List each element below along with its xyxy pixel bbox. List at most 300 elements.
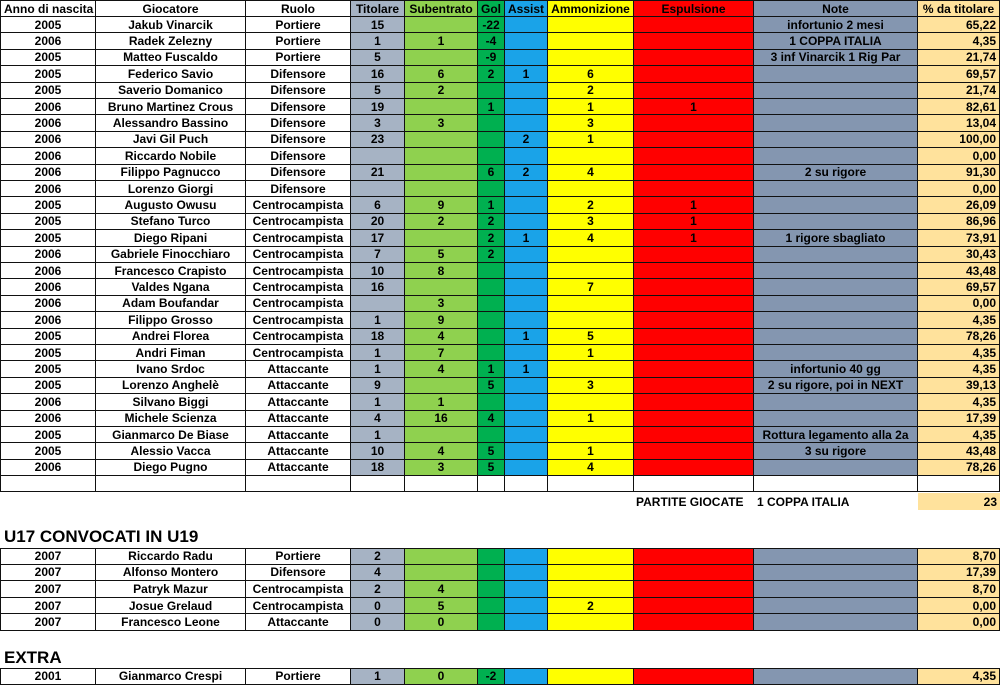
- cell-pct[interactable]: 4,35: [918, 427, 1000, 443]
- cell-gol[interactable]: 6: [478, 165, 505, 181]
- cell-anno[interactable]: 2006: [0, 411, 96, 427]
- cell-note[interactable]: [754, 132, 918, 148]
- cell-espulsione[interactable]: [634, 598, 754, 615]
- cell-espulsione[interactable]: [634, 247, 754, 263]
- cell-giocatore[interactable]: Andri Fiman: [96, 345, 246, 361]
- cell-subentrato[interactable]: 5: [405, 247, 478, 263]
- cell-pct[interactable]: 4,35: [918, 33, 1000, 49]
- cell-assist[interactable]: 1: [505, 361, 548, 377]
- cell-gol[interactable]: 5: [478, 378, 505, 394]
- cell-pct[interactable]: 0,00: [918, 181, 1000, 197]
- cell-ammonizione[interactable]: 1: [548, 411, 634, 427]
- cell-anno[interactable]: 2005: [0, 361, 96, 377]
- cell-assist[interactable]: [505, 565, 548, 582]
- cell-assist[interactable]: [505, 411, 548, 427]
- cell-titolare[interactable]: 16: [351, 66, 405, 82]
- cell-ammonizione[interactable]: 1: [548, 443, 634, 459]
- cell-subentrato[interactable]: 4: [405, 443, 478, 459]
- cell-subentrato[interactable]: 7: [405, 345, 478, 361]
- cell-subentrato[interactable]: [405, 548, 478, 565]
- cell-ruolo[interactable]: Difensore: [246, 132, 351, 148]
- cell-subentrato[interactable]: 2: [405, 214, 478, 230]
- cell-ammonizione[interactable]: [548, 33, 634, 49]
- cell-espulsione[interactable]: [634, 17, 754, 33]
- cell-espulsione[interactable]: 1: [634, 99, 754, 115]
- cell-pct[interactable]: 8,70: [918, 548, 1000, 565]
- cell-pct[interactable]: 4,35: [918, 361, 1000, 377]
- cell-ammonizione[interactable]: [548, 17, 634, 33]
- cell-ruolo[interactable]: Centrocampista: [246, 329, 351, 345]
- cell-titolare[interactable]: 1: [351, 312, 405, 328]
- cell-anno[interactable]: 2006: [0, 394, 96, 410]
- cell-anno[interactable]: 2005: [0, 50, 96, 66]
- cell-note[interactable]: [754, 668, 918, 685]
- cell-assist[interactable]: 1: [505, 66, 548, 82]
- spacer-cell[interactable]: [918, 476, 1000, 492]
- cell-titolare[interactable]: 3: [351, 115, 405, 131]
- cell-titolare[interactable]: 2: [351, 581, 405, 598]
- cell-titolare[interactable]: 6: [351, 197, 405, 213]
- cell-anno[interactable]: 2006: [0, 296, 96, 312]
- cell-ruolo[interactable]: Portiere: [246, 17, 351, 33]
- cell-assist[interactable]: [505, 33, 548, 49]
- cell-ruolo[interactable]: Difensore: [246, 148, 351, 164]
- cell-titolare[interactable]: 1: [351, 361, 405, 377]
- cell-giocatore[interactable]: Andrei Florea: [96, 329, 246, 345]
- cell-giocatore[interactable]: Lorenzo Anghelè: [96, 378, 246, 394]
- cell-assist[interactable]: [505, 598, 548, 615]
- cell-giocatore[interactable]: Gianmarco Crespi: [96, 668, 246, 685]
- cell-anno[interactable]: 2006: [0, 99, 96, 115]
- cell-pct[interactable]: 26,09: [918, 197, 1000, 213]
- cell-assist[interactable]: [505, 83, 548, 99]
- cell-ruolo[interactable]: Centrocampista: [246, 312, 351, 328]
- cell-pct[interactable]: 69,57: [918, 66, 1000, 82]
- cell-ruolo[interactable]: Difensore: [246, 83, 351, 99]
- cell-ammonizione[interactable]: 1: [548, 132, 634, 148]
- cell-espulsione[interactable]: [634, 668, 754, 685]
- cell-giocatore[interactable]: Francesco Crapisto: [96, 263, 246, 279]
- cell-ruolo[interactable]: Attaccante: [246, 427, 351, 443]
- cell-anno[interactable]: 2006: [0, 460, 96, 476]
- cell-ruolo[interactable]: Centrocampista: [246, 296, 351, 312]
- cell-titolare[interactable]: 10: [351, 263, 405, 279]
- cell-assist[interactable]: [505, 460, 548, 476]
- cell-giocatore[interactable]: Alfonso Montero: [96, 565, 246, 582]
- cell-ruolo[interactable]: Attaccante: [246, 443, 351, 459]
- cell-assist[interactable]: [505, 427, 548, 443]
- cell-espulsione[interactable]: 1: [634, 197, 754, 213]
- cell-subentrato[interactable]: 9: [405, 197, 478, 213]
- totals-value[interactable]: 23: [918, 493, 1000, 510]
- cell-espulsione[interactable]: [634, 115, 754, 131]
- cell-anno[interactable]: 2005: [0, 230, 96, 246]
- cell-giocatore[interactable]: Alessandro Bassino: [96, 115, 246, 131]
- cell-ammonizione[interactable]: 3: [548, 115, 634, 131]
- cell-assist[interactable]: [505, 296, 548, 312]
- cell-gol[interactable]: -2: [478, 668, 505, 685]
- cell-gol[interactable]: [478, 614, 505, 631]
- cell-assist[interactable]: [505, 115, 548, 131]
- cell-subentrato[interactable]: [405, 378, 478, 394]
- cell-anno[interactable]: 2005: [0, 329, 96, 345]
- cell-giocatore[interactable]: Diego Pugno: [96, 460, 246, 476]
- cell-pct[interactable]: 4,35: [918, 668, 1000, 685]
- cell-assist[interactable]: [505, 378, 548, 394]
- cell-espulsione[interactable]: [634, 614, 754, 631]
- cell-assist[interactable]: [505, 548, 548, 565]
- cell-anno[interactable]: 2006: [0, 148, 96, 164]
- cell-espulsione[interactable]: [634, 345, 754, 361]
- cell-titolare[interactable]: 4: [351, 565, 405, 582]
- cell-giocatore[interactable]: Augusto Owusu: [96, 197, 246, 213]
- cell-ruolo[interactable]: Attaccante: [246, 394, 351, 410]
- cell-espulsione[interactable]: [634, 378, 754, 394]
- cell-assist[interactable]: [505, 99, 548, 115]
- cell-ammonizione[interactable]: 2: [548, 598, 634, 615]
- cell-note[interactable]: [754, 99, 918, 115]
- cell-espulsione[interactable]: 1: [634, 214, 754, 230]
- cell-titolare[interactable]: 9: [351, 378, 405, 394]
- cell-note[interactable]: [754, 263, 918, 279]
- cell-note[interactable]: 3 inf Vinarcik 1 Rig Par: [754, 50, 918, 66]
- cell-espulsione[interactable]: [634, 132, 754, 148]
- cell-subentrato[interactable]: [405, 132, 478, 148]
- cell-giocatore[interactable]: Filippo Pagnucco: [96, 165, 246, 181]
- cell-espulsione[interactable]: [634, 411, 754, 427]
- spacer-cell[interactable]: [246, 476, 351, 492]
- cell-ammonizione[interactable]: 5: [548, 329, 634, 345]
- cell-note[interactable]: [754, 181, 918, 197]
- cell-gol[interactable]: [478, 296, 505, 312]
- cell-gol[interactable]: 1: [478, 361, 505, 377]
- cell-pct[interactable]: 78,26: [918, 460, 1000, 476]
- cell-titolare[interactable]: 19: [351, 99, 405, 115]
- cell-gol[interactable]: 2: [478, 247, 505, 263]
- cell-espulsione[interactable]: [634, 460, 754, 476]
- cell-ammonizione[interactable]: [548, 668, 634, 685]
- cell-assist[interactable]: [505, 614, 548, 631]
- cell-assist[interactable]: 1: [505, 230, 548, 246]
- cell-titolare[interactable]: 17: [351, 230, 405, 246]
- cell-pct[interactable]: 39,13: [918, 378, 1000, 394]
- cell-note[interactable]: infortunio 2 mesi: [754, 17, 918, 33]
- spacer-cell[interactable]: [505, 476, 548, 492]
- cell-giocatore[interactable]: Lorenzo Giorgi: [96, 181, 246, 197]
- cell-ammonizione[interactable]: [548, 581, 634, 598]
- cell-ruolo[interactable]: Difensore: [246, 565, 351, 582]
- cell-ammonizione[interactable]: 4: [548, 165, 634, 181]
- cell-ruolo[interactable]: Centrocampista: [246, 230, 351, 246]
- cell-note[interactable]: [754, 296, 918, 312]
- cell-gol[interactable]: [478, 181, 505, 197]
- cell-ruolo[interactable]: Portiere: [246, 50, 351, 66]
- cell-giocatore[interactable]: Riccardo Radu: [96, 548, 246, 565]
- cell-ruolo[interactable]: Difensore: [246, 66, 351, 82]
- cell-anno[interactable]: 2001: [0, 668, 96, 685]
- cell-ammonizione[interactable]: 4: [548, 230, 634, 246]
- cell-ruolo[interactable]: Portiere: [246, 548, 351, 565]
- cell-pct[interactable]: 4,35: [918, 312, 1000, 328]
- cell-ammonizione[interactable]: [548, 614, 634, 631]
- cell-ammonizione[interactable]: [548, 296, 634, 312]
- cell-pct[interactable]: 8,70: [918, 581, 1000, 598]
- cell-gol[interactable]: [478, 581, 505, 598]
- cell-note[interactable]: [754, 614, 918, 631]
- cell-titolare[interactable]: [351, 181, 405, 197]
- spacer-cell[interactable]: [634, 476, 754, 492]
- cell-espulsione[interactable]: [634, 312, 754, 328]
- cell-ruolo[interactable]: Attaccante: [246, 460, 351, 476]
- cell-giocatore[interactable]: Gabriele Finocchiaro: [96, 247, 246, 263]
- cell-giocatore[interactable]: Matteo Fuscaldo: [96, 50, 246, 66]
- cell-gol[interactable]: -9: [478, 50, 505, 66]
- cell-subentrato[interactable]: [405, 17, 478, 33]
- cell-ammonizione[interactable]: [548, 361, 634, 377]
- cell-anno[interactable]: 2007: [0, 548, 96, 565]
- cell-subentrato[interactable]: 2: [405, 83, 478, 99]
- cell-gol[interactable]: [478, 132, 505, 148]
- cell-assist[interactable]: [505, 279, 548, 295]
- cell-titolare[interactable]: 1: [351, 33, 405, 49]
- spacer-cell[interactable]: [351, 476, 405, 492]
- cell-gol[interactable]: 2: [478, 230, 505, 246]
- cell-ruolo[interactable]: Centrocampista: [246, 197, 351, 213]
- header-espulsione[interactable]: Espulsione: [634, 0, 754, 17]
- cell-gol[interactable]: -4: [478, 33, 505, 49]
- cell-giocatore[interactable]: Michele Scienza: [96, 411, 246, 427]
- header-subentrato[interactable]: Subentrato: [405, 0, 478, 17]
- cell-titolare[interactable]: 1: [351, 394, 405, 410]
- cell-note[interactable]: infortunio 40 gg: [754, 361, 918, 377]
- cell-gol[interactable]: 2: [478, 66, 505, 82]
- cell-anno[interactable]: 2006: [0, 132, 96, 148]
- cell-pct[interactable]: 0,00: [918, 598, 1000, 615]
- cell-espulsione[interactable]: [634, 427, 754, 443]
- spacer-cell[interactable]: [96, 476, 246, 492]
- header-anno[interactable]: Anno di nascita: [0, 0, 96, 17]
- cell-note[interactable]: [754, 460, 918, 476]
- cell-subentrato[interactable]: [405, 279, 478, 295]
- cell-note[interactable]: [754, 565, 918, 582]
- cell-gol[interactable]: 5: [478, 443, 505, 459]
- cell-subentrato[interactable]: 16: [405, 411, 478, 427]
- cell-titolare[interactable]: 10: [351, 443, 405, 459]
- cell-subentrato[interactable]: 5: [405, 598, 478, 615]
- cell-pct[interactable]: 4,35: [918, 394, 1000, 410]
- cell-subentrato[interactable]: 1: [405, 394, 478, 410]
- cell-anno[interactable]: 2006: [0, 263, 96, 279]
- cell-espulsione[interactable]: [634, 50, 754, 66]
- header-titolare[interactable]: Titolare: [351, 0, 405, 17]
- header-pct[interactable]: % da titolare: [918, 0, 1000, 17]
- cell-ruolo[interactable]: Centrocampista: [246, 214, 351, 230]
- cell-subentrato[interactable]: 3: [405, 296, 478, 312]
- cell-giocatore[interactable]: Patryk Mazur: [96, 581, 246, 598]
- cell-note[interactable]: [754, 548, 918, 565]
- cell-giocatore[interactable]: Silvano Biggi: [96, 394, 246, 410]
- spacer-cell[interactable]: [405, 476, 478, 492]
- cell-titolare[interactable]: 18: [351, 460, 405, 476]
- cell-pct[interactable]: 43,48: [918, 443, 1000, 459]
- cell-titolare[interactable]: 0: [351, 598, 405, 615]
- cell-gol[interactable]: [478, 115, 505, 131]
- cell-ammonizione[interactable]: 1: [548, 345, 634, 361]
- cell-ammonizione[interactable]: 7: [548, 279, 634, 295]
- header-ammonizione[interactable]: Ammonizione: [548, 0, 634, 17]
- cell-ammonizione[interactable]: [548, 565, 634, 582]
- spacer-cell[interactable]: [478, 476, 505, 492]
- cell-gol[interactable]: [478, 148, 505, 164]
- cell-gol[interactable]: [478, 565, 505, 582]
- cell-titolare[interactable]: 23: [351, 132, 405, 148]
- cell-note[interactable]: [754, 598, 918, 615]
- cell-gol[interactable]: -22: [478, 17, 505, 33]
- cell-ammonizione[interactable]: 1: [548, 99, 634, 115]
- cell-gol[interactable]: 4: [478, 411, 505, 427]
- cell-subentrato[interactable]: [405, 50, 478, 66]
- cell-note[interactable]: [754, 115, 918, 131]
- cell-gol[interactable]: [478, 83, 505, 99]
- cell-giocatore[interactable]: Stefano Turco: [96, 214, 246, 230]
- cell-gol[interactable]: 1: [478, 99, 505, 115]
- cell-subentrato[interactable]: 3: [405, 115, 478, 131]
- cell-ammonizione[interactable]: [548, 148, 634, 164]
- cell-pct[interactable]: 17,39: [918, 565, 1000, 582]
- cell-titolare[interactable]: 1: [351, 427, 405, 443]
- cell-pct[interactable]: 43,48: [918, 263, 1000, 279]
- header-gol[interactable]: Gol: [478, 0, 505, 17]
- cell-ammonizione[interactable]: 3: [548, 214, 634, 230]
- cell-gol[interactable]: [478, 279, 505, 295]
- cell-giocatore[interactable]: Federico Savio: [96, 66, 246, 82]
- cell-subentrato[interactable]: 3: [405, 460, 478, 476]
- cell-note[interactable]: 1 COPPA ITALIA: [754, 33, 918, 49]
- cell-pct[interactable]: 0,00: [918, 296, 1000, 312]
- cell-pct[interactable]: 86,96: [918, 214, 1000, 230]
- cell-giocatore[interactable]: Jakub Vinarcik: [96, 17, 246, 33]
- cell-note[interactable]: [754, 329, 918, 345]
- cell-pct[interactable]: 78,26: [918, 329, 1000, 345]
- cell-espulsione[interactable]: [634, 443, 754, 459]
- spacer-cell[interactable]: [754, 476, 918, 492]
- cell-subentrato[interactable]: 0: [405, 668, 478, 685]
- cell-pct[interactable]: 30,43: [918, 247, 1000, 263]
- cell-note[interactable]: [754, 279, 918, 295]
- cell-subentrato[interactable]: 6: [405, 66, 478, 82]
- cell-note[interactable]: [754, 312, 918, 328]
- cell-espulsione[interactable]: [634, 565, 754, 582]
- cell-assist[interactable]: 2: [505, 132, 548, 148]
- cell-assist[interactable]: [505, 668, 548, 685]
- cell-pct[interactable]: 73,91: [918, 230, 1000, 246]
- cell-anno[interactable]: 2006: [0, 165, 96, 181]
- cell-pct[interactable]: 0,00: [918, 614, 1000, 631]
- cell-titolare[interactable]: 1: [351, 345, 405, 361]
- cell-ruolo[interactable]: Centrocampista: [246, 263, 351, 279]
- cell-anno[interactable]: 2005: [0, 17, 96, 33]
- cell-assist[interactable]: [505, 214, 548, 230]
- cell-assist[interactable]: [505, 181, 548, 197]
- cell-assist[interactable]: [505, 247, 548, 263]
- cell-espulsione[interactable]: [634, 181, 754, 197]
- cell-anno[interactable]: 2005: [0, 66, 96, 82]
- cell-titolare[interactable]: 1: [351, 668, 405, 685]
- cell-pct[interactable]: 13,04: [918, 115, 1000, 131]
- cell-ammonizione[interactable]: [548, 312, 634, 328]
- cell-ruolo[interactable]: Attaccante: [246, 361, 351, 377]
- cell-assist[interactable]: [505, 17, 548, 33]
- cell-giocatore[interactable]: Francesco Leone: [96, 614, 246, 631]
- cell-ruolo[interactable]: Centrocampista: [246, 581, 351, 598]
- cell-pct[interactable]: 69,57: [918, 279, 1000, 295]
- cell-note[interactable]: [754, 411, 918, 427]
- cell-note[interactable]: [754, 247, 918, 263]
- cell-anno[interactable]: 2006: [0, 181, 96, 197]
- cell-subentrato[interactable]: 4: [405, 329, 478, 345]
- cell-note[interactable]: [754, 214, 918, 230]
- cell-titolare[interactable]: [351, 296, 405, 312]
- cell-espulsione[interactable]: [634, 148, 754, 164]
- cell-giocatore[interactable]: Adam Boufandar: [96, 296, 246, 312]
- cell-ruolo[interactable]: Difensore: [246, 165, 351, 181]
- cell-ammonizione[interactable]: 4: [548, 460, 634, 476]
- cell-espulsione[interactable]: [634, 296, 754, 312]
- cell-assist[interactable]: [505, 50, 548, 66]
- cell-titolare[interactable]: 2: [351, 548, 405, 565]
- cell-subentrato[interactable]: 4: [405, 361, 478, 377]
- cell-subentrato[interactable]: 4: [405, 581, 478, 598]
- cell-subentrato[interactable]: [405, 165, 478, 181]
- cell-giocatore[interactable]: Javi Gil Puch: [96, 132, 246, 148]
- cell-ruolo[interactable]: Portiere: [246, 668, 351, 685]
- cell-note[interactable]: [754, 83, 918, 99]
- cell-subentrato[interactable]: [405, 230, 478, 246]
- cell-titolare[interactable]: 7: [351, 247, 405, 263]
- cell-assist[interactable]: [505, 345, 548, 361]
- cell-pct[interactable]: 100,00: [918, 132, 1000, 148]
- cell-note[interactable]: 2 su rigore, poi in NEXT: [754, 378, 918, 394]
- cell-ruolo[interactable]: Centrocampista: [246, 247, 351, 263]
- cell-espulsione[interactable]: [634, 394, 754, 410]
- cell-ammonizione[interactable]: [548, 394, 634, 410]
- cell-giocatore[interactable]: Saverio Domanico: [96, 83, 246, 99]
- cell-ammonizione[interactable]: [548, 427, 634, 443]
- cell-espulsione[interactable]: [634, 165, 754, 181]
- cell-pct[interactable]: 21,74: [918, 83, 1000, 99]
- cell-gol[interactable]: 1: [478, 197, 505, 213]
- cell-espulsione[interactable]: [634, 66, 754, 82]
- cell-titolare[interactable]: [351, 148, 405, 164]
- cell-anno[interactable]: 2005: [0, 345, 96, 361]
- cell-giocatore[interactable]: Josue Grelaud: [96, 598, 246, 615]
- cell-titolare[interactable]: 4: [351, 411, 405, 427]
- cell-anno[interactable]: 2006: [0, 247, 96, 263]
- cell-ammonizione[interactable]: [548, 548, 634, 565]
- cell-note[interactable]: [754, 345, 918, 361]
- cell-ruolo[interactable]: Portiere: [246, 33, 351, 49]
- cell-anno[interactable]: 2005: [0, 197, 96, 213]
- cell-ruolo[interactable]: Difensore: [246, 99, 351, 115]
- cell-note[interactable]: 2 su rigore: [754, 165, 918, 181]
- cell-espulsione[interactable]: [634, 33, 754, 49]
- cell-titolare[interactable]: 18: [351, 329, 405, 345]
- cell-ammonizione[interactable]: 3: [548, 378, 634, 394]
- cell-gol[interactable]: [478, 427, 505, 443]
- cell-ruolo[interactable]: Attaccante: [246, 614, 351, 631]
- cell-anno[interactable]: 2007: [0, 565, 96, 582]
- cell-anno[interactable]: 2005: [0, 83, 96, 99]
